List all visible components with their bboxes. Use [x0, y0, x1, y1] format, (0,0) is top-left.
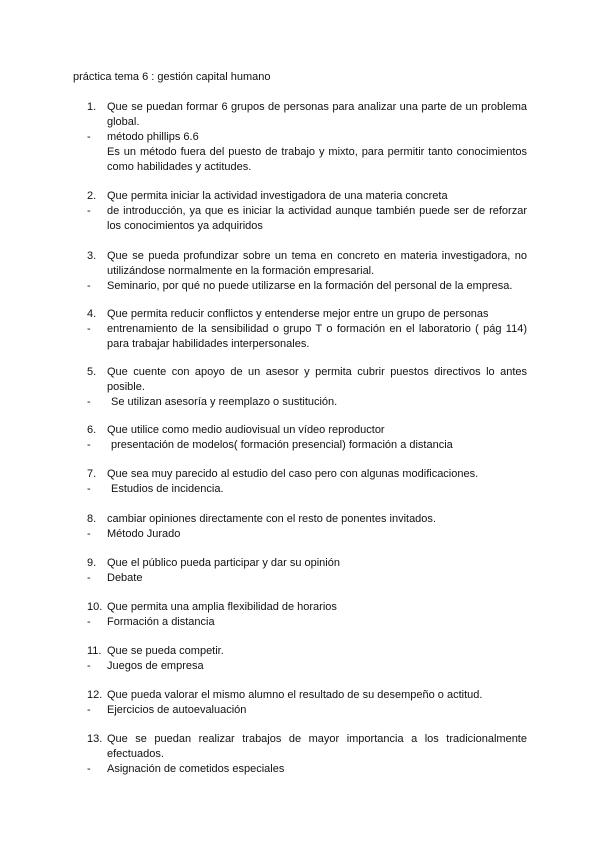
dash-marker: -: [87, 323, 91, 335]
dash-marker: -: [87, 439, 91, 451]
dash-marker: -: [87, 131, 91, 143]
item-answer: Seminario, por qué no puede utilizarse en la formación del personal de la empresa.: [107, 280, 513, 292]
item-question: Que permita reducir conflictos y entenderse mejor entre un grupo de personas: [107, 308, 489, 320]
item-question: Que utilice como medio audiovisual un vídeo reproductor: [107, 424, 385, 436]
item-answer: Se utilizan asesoría y reemplazo o sustitución.: [111, 396, 338, 408]
item-number: 5.: [87, 366, 97, 378]
item-answer: presentación de modelos( formación presencial) formación a distancia: [111, 439, 453, 451]
item-answer: de introducción, ya que es iniciar la actividad aunque también puede ser de reforzar los conocimientos ya adquiridos: [107, 205, 527, 232]
list-item: [87, 512, 527, 542]
list-item: [87, 688, 527, 718]
list-item: [87, 556, 527, 586]
item-question: Que sea muy parecido al estudio del caso pero con algunas modificaciones.: [107, 468, 479, 480]
item-answer: Debate: [107, 572, 143, 584]
document-title: práctica tema 6 : gestión capital humano: [73, 71, 271, 83]
item-number: 3.: [87, 250, 97, 262]
dash-marker: -: [87, 660, 91, 672]
item-question: cambiar opiniones directamente con el resto de ponentes invitados.: [107, 513, 436, 525]
item-number: 9.: [87, 557, 97, 569]
item-question: Que cuente con apoyo de un asesor y permita cubrir puestos directivos lo antes posible.: [107, 366, 527, 393]
list-item: [87, 423, 527, 453]
item-question: Que permita iniciar la actividad investigadora de una materia concreta: [107, 190, 448, 202]
item-number: 8.: [87, 513, 97, 525]
item-question: Que se pueda profundizar sobre un tema en concreto en materia investigadora, no utilizándose normalmente en la formación empresarial.: [107, 250, 527, 277]
item-answer: Formación a distancia: [107, 616, 215, 628]
list-item: [87, 644, 527, 674]
dash-marker: -: [87, 616, 91, 628]
item-number: 1.: [87, 101, 97, 113]
dash-marker: -: [87, 483, 91, 495]
list-item: [87, 600, 527, 630]
item-answer-detail: Es un método fuera del puesto de trabajo y mixto, para permitir tanto conocimientos como habilidades y actitudes.: [107, 146, 527, 173]
dash-marker: -: [87, 280, 91, 292]
item-answer: Asignación de cometidos especiales: [107, 763, 285, 775]
dash-marker: -: [87, 763, 91, 775]
list-item: [87, 467, 527, 497]
list-item: [87, 732, 527, 777]
item-question: Que se puedan realizar trabajos de mayor importancia a los tradicionalmente efectuados.: [107, 733, 527, 760]
item-answer: Juegos de empresa: [107, 660, 204, 672]
item-question: Que permita una amplia flexibilidad de horarios: [107, 601, 337, 613]
list-item: [87, 100, 527, 175]
item-answer: método phillips 6.6: [107, 131, 199, 143]
item-question: Que se pueda competir.: [107, 645, 224, 657]
item-number: 2.: [87, 190, 97, 202]
list-item: [87, 189, 527, 234]
item-number: 10.: [87, 601, 103, 613]
item-question: Que el público pueda participar y dar su opinión: [107, 557, 340, 569]
dash-marker: -: [87, 572, 91, 584]
item-number: 13.: [87, 733, 103, 745]
item-number: 11.: [87, 645, 102, 657]
dash-marker: -: [87, 528, 91, 540]
list-item: [87, 249, 527, 294]
dash-marker: -: [87, 704, 91, 716]
dash-marker: -: [87, 205, 91, 217]
dash-marker: -: [87, 396, 91, 408]
item-answer: entrenamiento de la sensibilidad o grupo T o formación en el laboratorio ( pág 114) para trabajar habilidades interpersonales.: [107, 323, 527, 350]
item-answer: Ejercicios de autoevaluación: [107, 704, 247, 716]
item-number: 4.: [87, 308, 97, 320]
item-question: Que se puedan formar 6 grupos de personas para analizar una parte de un problema global.: [107, 101, 527, 128]
item-answer: Estudios de incidencia.: [111, 483, 224, 495]
item-number: 7.: [87, 468, 97, 480]
list-item: [87, 365, 527, 410]
item-question: Que pueda valorar el mismo alumno el resultado de su desempeño o actitud.: [107, 689, 483, 701]
item-answer: Método Jurado: [107, 528, 181, 540]
list-item: [87, 307, 527, 352]
item-number: 12.: [87, 689, 103, 701]
item-number: 6.: [87, 424, 97, 436]
